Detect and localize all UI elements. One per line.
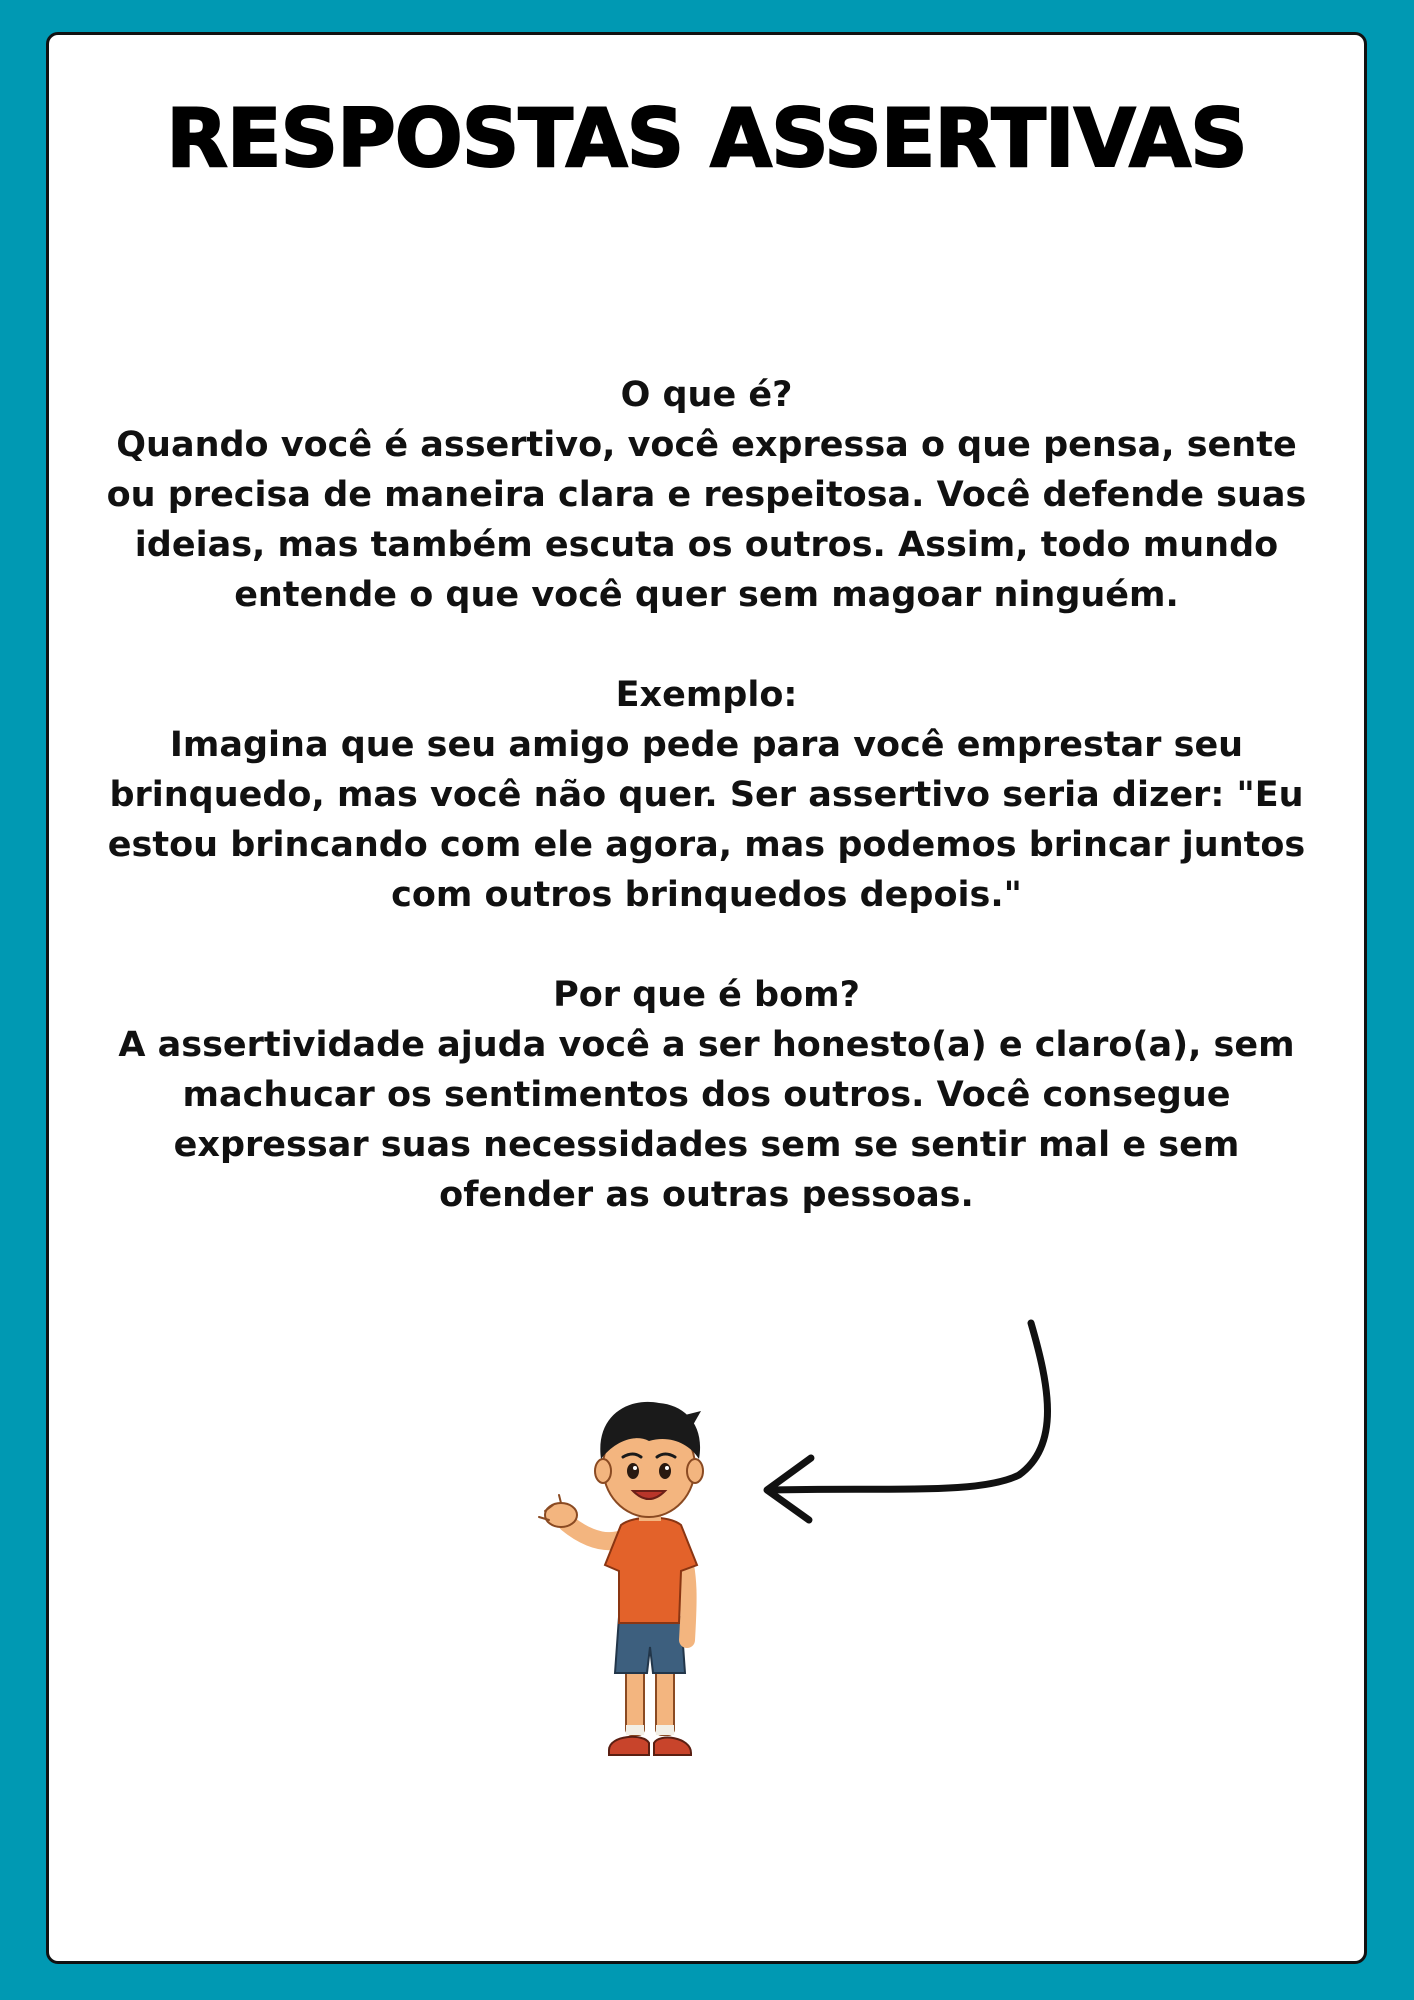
section-text: A assertividade ajuda você a ser honesto(a) e claro(a), sem machucar os sentimentos dos outros. Você consegue expressar suas necessidades sem se sentir mal e sem ofender as outras pessoas.	[118, 1025, 1295, 1215]
section-why-good	[99, 970, 1314, 1220]
page-title: RESPOSTAS ASSERTIVAS	[166, 92, 1247, 185]
content-body	[99, 370, 1314, 1270]
section-example	[99, 670, 1314, 920]
section-what-is	[99, 370, 1314, 620]
worksheet-card	[46, 32, 1367, 1964]
section-heading: O que é?	[620, 375, 793, 415]
section-heading: Por que é bom?	[553, 975, 860, 1015]
curved-arrow-left-icon	[749, 1315, 1069, 1545]
section-text: Imagina que seu amigo pede para você emprestar seu brinquedo, mas você não quer. Ser assertivo seria dizer: "Eu estou brincando com ele agora, mas podemos brincar juntos com outros brinquedos depois."	[107, 725, 1306, 915]
section-text: Quando você é assertivo, você expressa o que pensa, sente ou precisa de maneira clara e respeitosa. Você defende suas ideias, mas também escuta os outros. Assim, todo mundo entende o que você quer sem magoar ninguém.	[106, 425, 1307, 615]
boy-waving-illustration	[509, 1355, 789, 1775]
section-heading: Exemplo:	[615, 675, 798, 715]
